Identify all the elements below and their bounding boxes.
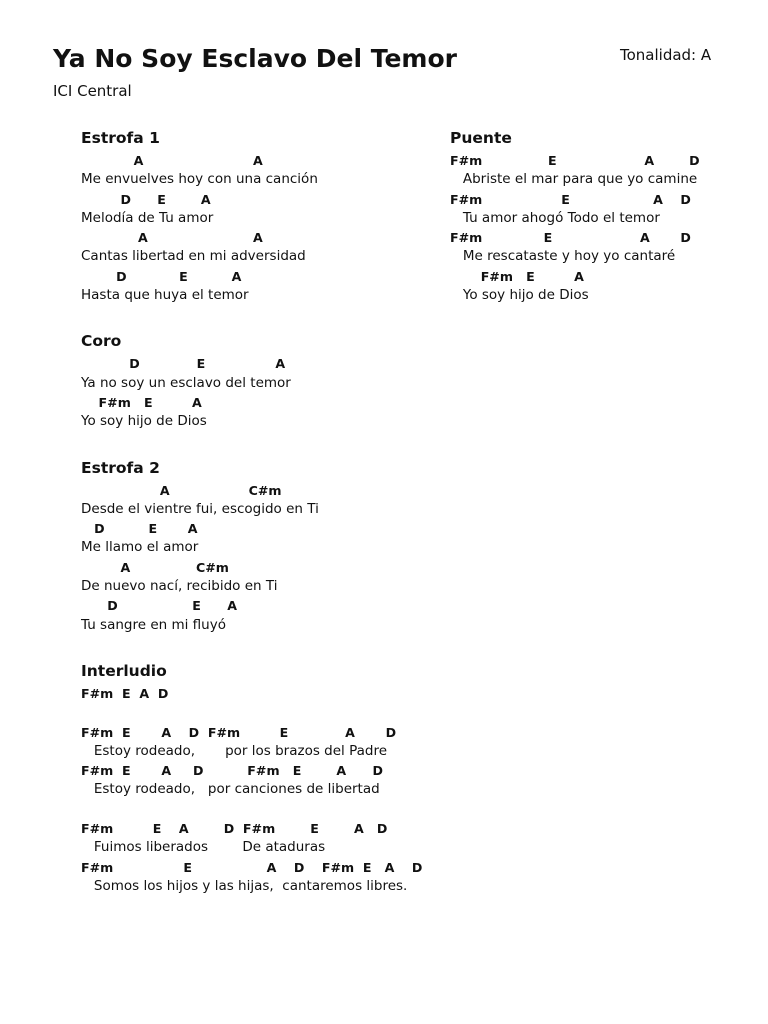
lyric-line: Tu sangre en mi fluyó	[81, 616, 226, 633]
blank-line	[81, 800, 441, 819]
lyric-line: Cantas libertad en mi adversidad	[81, 248, 306, 265]
section-interludio	[81, 661, 441, 896]
song-title: Ya No Soy Esclavo Del Temor	[53, 44, 457, 73]
chord-line: F#m E A D F#m E A D	[81, 724, 397, 740]
lyric-line: Estoy rodeado, por canciones de libertad	[81, 781, 380, 798]
section-estrofa-1	[81, 128, 441, 305]
section-title: Estrofa 2	[81, 458, 160, 477]
lyric-line: Hasta que huya el temor	[81, 287, 249, 304]
lyric-line: Abriste el mar para que yo camine	[450, 171, 698, 188]
section-estrofa-2	[81, 458, 441, 635]
section-puente	[450, 128, 750, 305]
chord-line: D E A	[81, 356, 286, 372]
chord-line: F#m E A D F#m E A D	[81, 763, 383, 779]
chord-line: F#m E A	[81, 394, 202, 410]
lyric-line: Desde el vientre fui, escogido en Ti	[81, 500, 319, 517]
chord-line: F#m E A D	[450, 153, 700, 168]
lyric-line: Yo soy hijo de Dios	[450, 287, 589, 304]
blank-line	[81, 703, 441, 722]
chord-line: D E A	[81, 521, 198, 537]
chord-line: A A	[81, 153, 263, 168]
song-key: Tonalidad: A	[620, 46, 712, 64]
right-column	[450, 128, 750, 305]
chord-line: D E A	[81, 598, 237, 614]
chord-line: D E A	[81, 191, 211, 207]
section-title: Estrofa 1	[81, 129, 160, 147]
section-coro	[81, 331, 441, 431]
chord-line: F#m E A D F#m E A D	[81, 859, 423, 875]
chord-line: F#m E A	[450, 268, 584, 284]
chord-line: F#m E A D	[450, 230, 691, 246]
chord-line: F#m E A D	[81, 685, 169, 701]
section-title: Coro	[81, 332, 122, 351]
lyric-line: Ya no soy un esclavo del temor	[81, 374, 291, 391]
chord-line: A A	[81, 230, 263, 246]
section-title: Interludio	[81, 661, 167, 680]
left-column	[81, 128, 441, 896]
lyric-line: Me rescataste y hoy yo cantaré	[450, 248, 676, 265]
lyric-line: Me llamo el amor	[81, 539, 199, 556]
section-title: Puente	[450, 129, 512, 147]
chord-line: A C#m	[81, 559, 229, 575]
lyric-line: Estoy rodeado, por los brazos del Padre	[81, 742, 388, 759]
lyric-line: Me envuelves hoy con una canción	[81, 171, 318, 188]
lyric-line: Fuimos liberados De ataduras	[81, 839, 326, 856]
lyric-line: Tu amor ahogó Todo el temor	[450, 209, 660, 226]
chord-line: F#m E A D F#m E A D	[81, 821, 388, 837]
lyric-line: Melodía de Tu amor	[81, 209, 214, 226]
chord-line: F#m E A D	[450, 191, 691, 207]
chord-line: A C#m	[81, 482, 282, 498]
church-name: ICI Central	[53, 82, 132, 100]
lyric-line: De nuevo nací, recibido en Ti	[81, 578, 278, 595]
chord-line: D E A	[81, 268, 242, 284]
lyric-line: Somos los hijos y las hijas, cantaremos libres.	[81, 877, 408, 894]
lyric-line: Yo soy hijo de Dios	[81, 413, 207, 430]
